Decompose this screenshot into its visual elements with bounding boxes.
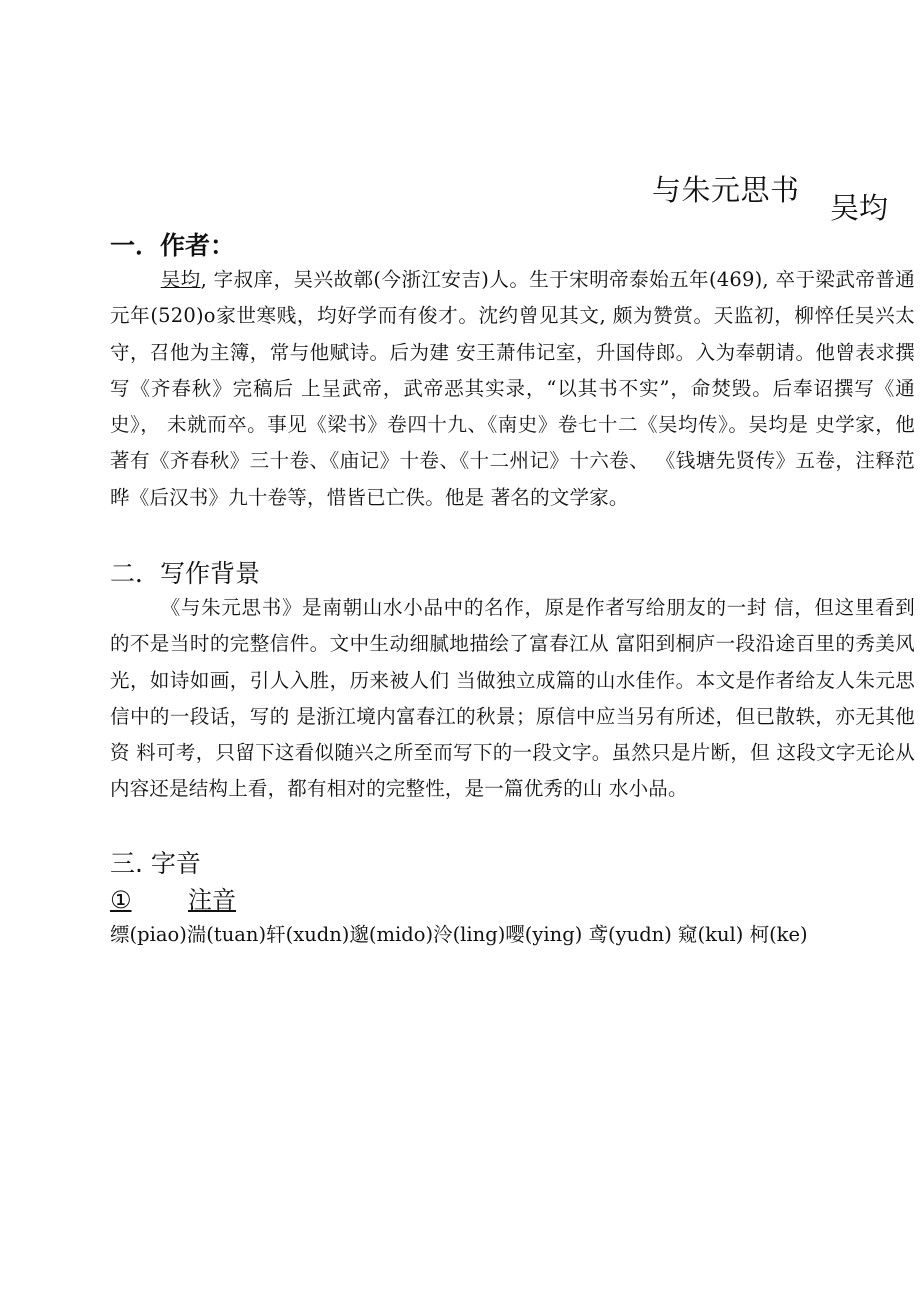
section-heading-author: 一．作者： — [110, 231, 236, 260]
section-heading-background: 二．写作背景 — [110, 559, 261, 588]
background-paragraph: 《与朱元思书》是南朝山水小品中的名作，原是作者写给朋友的一封 信，但这里看到的不是当时的完整信件。文中生动细腻地描绘了富春江从 富阳到桐庐一段沿途百里的秀美风光，如诗如画，引人入胜，历来被人们 当做独立成篇的山水佳作。本文是作者给友人朱元思信中的一段话，写的 是浙江境内富春江的秋景；原信中应当另有所述，但已散轶，亦无其他资 料可考，只留下这看似随兴之所至而写下的一段文字。虽然只是片断，但 这段文字无论从内容还是结构上看，都有相对的完整性，是一篇优秀的山 水小品。 — [110, 596, 915, 801]
subsection-label: 注音 — [188, 886, 236, 914]
author-paragraph — [110, 262, 915, 516]
pinyin-line: 缥(piao)湍(tuan)轩(xudn)邈(mido)泠(ling)嘤(ying) 鸢(yudn) 窥(kul) 柯(ke) — [110, 923, 808, 946]
subsection-pronunciation — [110, 880, 236, 915]
author-name-underlined: 吴均 — [160, 268, 201, 291]
document-title: 与朱元思书 — [652, 173, 800, 207]
subsection-number: ① — [110, 886, 132, 914]
document-author: 吴均 — [830, 191, 889, 225]
section-heading-pronunciation: 三. 字音 — [110, 849, 201, 878]
title-block — [652, 168, 889, 225]
author-paragraph-text: , 字叔庠，吴兴故鄣(今浙江安吉)人。生于宋明帝泰始五年(469), 卒于梁武帝普通元年(520)o家世寒贱，均好学而有俊才。沈约曾见其文, 颇为赞赏。天监初，柳悴任吴兴太守，召他为主簿，常与他赋诗。后为建 安王萧伟记室，升国侍郎。入为奉朝请。他曾表求撰写《齐春秋》完稿后 上呈武帝，武帝恶其实录，“以其书不实”，命焚毁。后奉诏撰写《通史》， 未就而卒。事见《梁书》卷四十九、《南史》卷七十二《吴均传》。吴均是 史学家，他著有《齐春秋》三十卷、《庙记》十卷、《十二州记》十六卷、 《钱塘先贤传》五卷，注释范晔《后汉书》九十卷等，惜皆已亡佚。他是 著名的文学家。 — [110, 268, 915, 509]
